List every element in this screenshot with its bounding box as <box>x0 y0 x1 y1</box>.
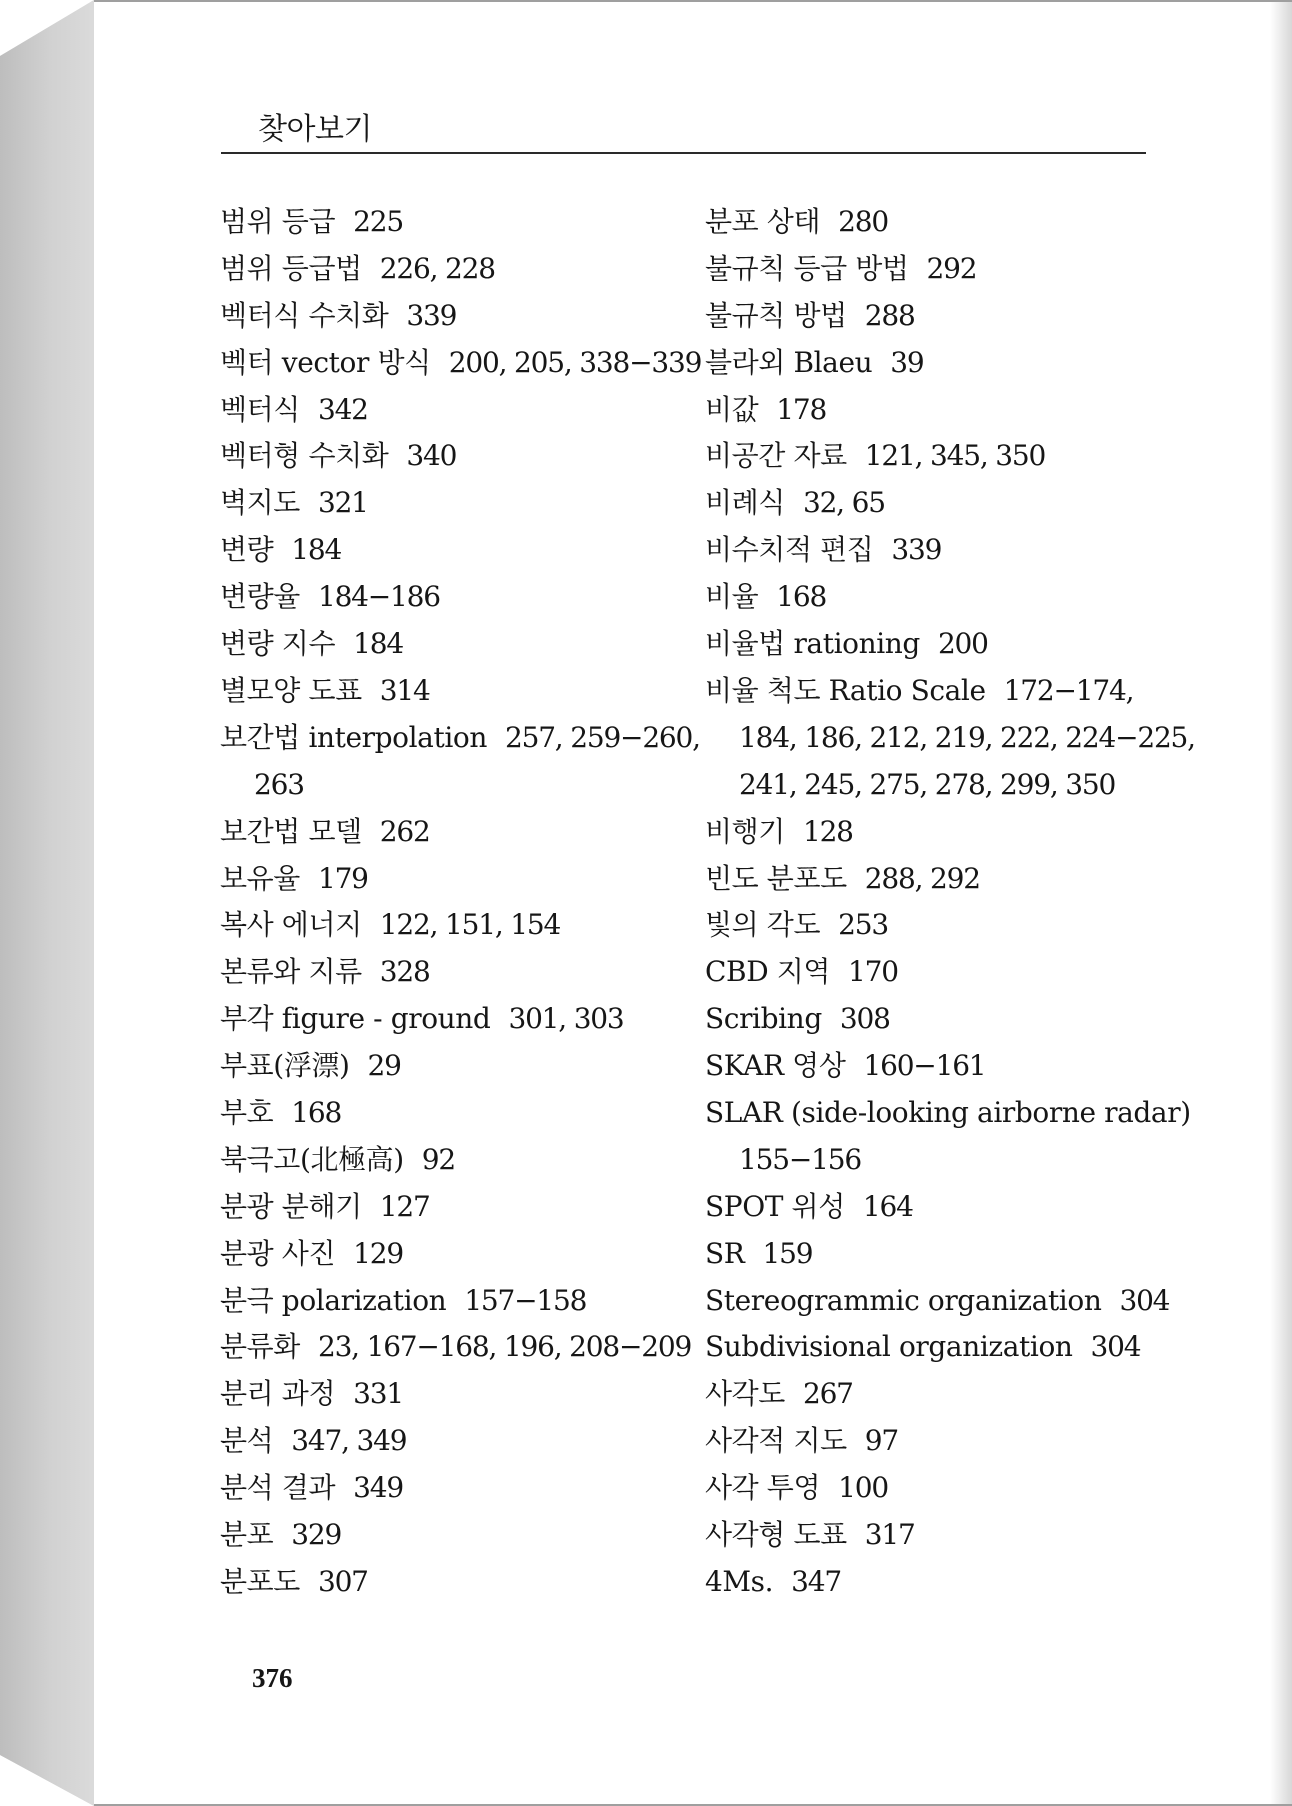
index-term: 벡터형 수치화 <box>220 439 389 473</box>
index-pages: 226, 228 <box>379 251 495 285</box>
index-entry <box>705 1231 1155 1278</box>
index-entry <box>705 1512 1155 1559</box>
index-term: 사각 투영 <box>705 1471 821 1505</box>
index-entry <box>220 1231 690 1278</box>
index-term: SR <box>705 1236 745 1270</box>
index-term: 복사 에너지 <box>220 908 362 942</box>
index-entry <box>220 1559 690 1606</box>
index-term: 변량 지수 <box>220 627 336 661</box>
index-entry <box>220 433 690 480</box>
index-term: 부표(浮漂) <box>220 1049 350 1083</box>
index-entry <box>705 809 1155 856</box>
index-term: 비례식 <box>705 486 785 520</box>
index-entry <box>705 1278 1170 1325</box>
index-entry <box>220 527 690 574</box>
index-entry <box>220 1324 690 1371</box>
index-entry <box>705 1184 1155 1231</box>
index-pages: 168 <box>291 1095 342 1129</box>
index-term: 비율 척도 Ratio Scale <box>705 673 986 707</box>
index-entry <box>220 574 690 621</box>
index-pages: 253 <box>838 908 888 942</box>
index-entry <box>705 293 1155 340</box>
page-right-shadow <box>1270 0 1292 1806</box>
index-pages: 184 <box>353 627 403 661</box>
index-term: 비행기 <box>705 814 785 848</box>
index-term: CBD 지역 <box>705 955 831 989</box>
index-term: 비공간 자료 <box>705 439 847 473</box>
index-pages-continuation: 155−156 <box>739 1142 861 1176</box>
header-rule <box>221 152 1146 154</box>
index-term: 빈도 분포도 <box>705 861 847 895</box>
index-right-column <box>705 199 1195 1606</box>
index-entry <box>705 621 1155 668</box>
index-pages: 301, 303 <box>508 1002 624 1036</box>
index-entry <box>705 246 1155 293</box>
index-pages: 32, 65 <box>802 486 885 520</box>
index-pages: 164 <box>862 1189 913 1223</box>
index-pages: 307 <box>317 1564 368 1598</box>
index-pages: 168 <box>776 580 827 614</box>
index-entry <box>220 902 690 949</box>
index-pages: 340 <box>406 439 457 473</box>
index-term: Subdivisional organization <box>705 1330 1073 1364</box>
index-entry <box>705 527 1155 574</box>
index-entry <box>705 996 1155 1043</box>
index-pages: 97 <box>864 1424 898 1458</box>
index-entry <box>220 293 690 340</box>
index-term: 4Ms. <box>705 1564 774 1598</box>
index-term: 보간법 interpolation <box>220 720 487 754</box>
index-term: 벡터식 수치화 <box>220 298 389 332</box>
index-entry <box>220 1278 690 1325</box>
index-entry <box>705 340 1155 387</box>
index-entry <box>220 621 690 668</box>
index-pages: 288 <box>864 298 915 332</box>
index-pages: 128 <box>802 814 853 848</box>
index-entry <box>220 1184 690 1231</box>
index-term: SKAR 영상 <box>705 1049 846 1083</box>
index-pages: 184−186 <box>317 580 440 614</box>
index-entry <box>705 856 1155 903</box>
index-term: 분리 과정 <box>220 1377 336 1411</box>
index-pages: 100 <box>838 1471 888 1505</box>
index-term: 분석 결과 <box>220 1471 336 1505</box>
index-pages: 308 <box>839 1002 890 1036</box>
page-top-edge <box>94 0 1292 2</box>
index-entry <box>705 387 1155 434</box>
page-number: 376 <box>252 1663 293 1693</box>
index-entry <box>705 949 1155 996</box>
index-term: 비율법 rationing <box>705 627 920 661</box>
index-entry <box>220 996 690 1043</box>
index-pages: 329 <box>291 1517 342 1551</box>
index-term: 벡터식 <box>220 392 300 426</box>
index-entry <box>220 809 690 856</box>
index-pages: 317 <box>864 1518 915 1552</box>
index-term: 북극고(北極高) <box>220 1142 404 1176</box>
index-term: 사각도 <box>705 1377 785 1411</box>
index-left-column <box>220 199 702 1606</box>
index-term: 분광 분해기 <box>220 1189 362 1223</box>
index-term: 불규칙 등급 방법 <box>705 251 909 285</box>
index-term: 범위 등급 <box>220 205 336 238</box>
index-entry <box>220 1512 690 1559</box>
index-term: 별모양 도표 <box>220 673 362 707</box>
index-entry <box>220 387 690 434</box>
index-pages: 339 <box>891 533 942 567</box>
index-pages-continuation: 241, 245, 275, 278, 299, 350 <box>739 767 1116 801</box>
index-term: Stereogrammic organization <box>705 1283 1102 1317</box>
index-pages: 172−174, <box>1003 673 1134 707</box>
index-pages-continuation: 184, 186, 212, 219, 222, 224−225, <box>739 720 1195 754</box>
index-term: 사각적 지도 <box>705 1424 847 1458</box>
index-entry <box>220 1465 690 1512</box>
index-pages: 347 <box>791 1564 841 1598</box>
index-pages: 349 <box>353 1471 403 1505</box>
index-entry <box>220 1090 690 1137</box>
index-entry <box>220 199 690 246</box>
index-pages: 121, 345, 350 <box>864 439 1046 473</box>
index-term: 분석 <box>220 1424 274 1458</box>
index-pages: 321 <box>317 486 368 520</box>
index-pages: 314 <box>379 673 430 707</box>
index-term: 부각 figure - ground <box>220 1002 491 1036</box>
index-entry <box>220 1137 690 1184</box>
index-pages: 347, 349 <box>291 1424 407 1458</box>
index-pages: 342 <box>317 392 368 426</box>
index-pages: 184 <box>291 533 342 567</box>
book-spine-edge <box>0 0 94 1806</box>
index-term: 분포도 <box>220 1564 300 1598</box>
index-term: 사각형 도표 <box>705 1518 847 1552</box>
index-term: Scribing <box>705 1002 822 1036</box>
index-term: SPOT 위성 <box>705 1189 845 1223</box>
index-term: 벡터 vector 방식 <box>220 345 431 379</box>
index-pages-continuation: 263 <box>254 767 304 801</box>
index-term: 비율 <box>705 580 759 614</box>
index-pages: 200 <box>937 627 988 661</box>
index-pages: 129 <box>353 1236 403 1270</box>
index-pages: 92 <box>421 1142 456 1176</box>
index-term: 분광 사진 <box>220 1236 336 1270</box>
index-entry <box>220 246 690 293</box>
index-pages: 127 <box>379 1189 430 1223</box>
index-entry <box>220 668 690 715</box>
index-pages: 178 <box>776 392 827 426</box>
index-term: 변량율 <box>220 580 300 614</box>
index-pages: 39 <box>890 345 924 379</box>
index-term: 비수치적 편집 <box>705 533 874 567</box>
index-pages: 157−158 <box>464 1283 587 1317</box>
index-term: 본류와 지류 <box>220 955 362 989</box>
index-pages: 328 <box>379 955 430 989</box>
index-pages: 160−161 <box>863 1049 986 1083</box>
index-term: 불규칙 방법 <box>705 298 847 332</box>
index-pages: 339 <box>406 298 457 332</box>
index-entry <box>705 1371 1155 1418</box>
index-pages: 179 <box>317 861 368 895</box>
index-entry <box>220 715 700 809</box>
index-entry <box>705 1418 1155 1465</box>
index-term: 변량 <box>220 533 274 567</box>
index-term: 범위 등급법 <box>220 251 362 285</box>
index-pages: 159 <box>762 1236 813 1270</box>
index-term: 블라외 Blaeu <box>705 345 873 379</box>
index-term: 벽지도 <box>220 486 300 520</box>
index-entry <box>705 668 1195 809</box>
index-entry <box>705 1090 1191 1184</box>
index-entry <box>705 480 1155 527</box>
index-pages: 225 <box>353 205 403 238</box>
index-pages: 331 <box>353 1377 403 1411</box>
index-entry <box>705 574 1155 621</box>
index-entry <box>220 1371 690 1418</box>
index-pages: 288, 292 <box>864 861 980 895</box>
index-entry <box>705 902 1155 949</box>
index-entry <box>220 1418 690 1465</box>
index-term: 보유율 <box>220 861 300 895</box>
index-entry <box>705 199 1155 246</box>
index-entry <box>705 1043 1155 1090</box>
index-entry <box>220 949 690 996</box>
index-entry <box>705 433 1155 480</box>
index-pages: 200, 205, 338−339 <box>448 345 702 379</box>
index-term: 분류화 <box>220 1330 300 1364</box>
index-entry <box>705 1559 1155 1606</box>
index-pages: 280 <box>838 205 888 238</box>
index-pages: 170 <box>848 955 898 989</box>
index-pages: 292 <box>926 251 977 285</box>
index-term: 보간법 모델 <box>220 814 362 848</box>
index-pages: 23, 167−168, 196, 208−209 <box>317 1330 692 1364</box>
index-entry <box>220 1043 690 1090</box>
index-pages: 122, 151, 154 <box>379 908 561 942</box>
index-term: 분포 상태 <box>705 205 821 238</box>
index-pages: 304 <box>1119 1283 1170 1317</box>
index-entry <box>705 1465 1155 1512</box>
index-pages: 29 <box>367 1049 401 1083</box>
index-term: 분극 polarization <box>220 1283 447 1317</box>
page-title: 찾아보기 <box>258 112 372 147</box>
index-entry <box>220 856 690 903</box>
index-term: 부호 <box>220 1095 274 1129</box>
index-term: 비값 <box>705 392 759 426</box>
index-pages: 262 <box>379 814 430 848</box>
index-term: SLAR (side-looking airborne radar) <box>705 1095 1191 1129</box>
index-pages: 267 <box>802 1377 853 1411</box>
index-entry <box>220 480 690 527</box>
index-entry <box>220 340 702 387</box>
index-term: 분포 <box>220 1517 274 1551</box>
index-pages: 257, 259−260, <box>504 720 700 754</box>
index-entry <box>705 1324 1155 1371</box>
index-term: 빛의 각도 <box>705 908 821 942</box>
index-pages: 304 <box>1090 1330 1141 1364</box>
